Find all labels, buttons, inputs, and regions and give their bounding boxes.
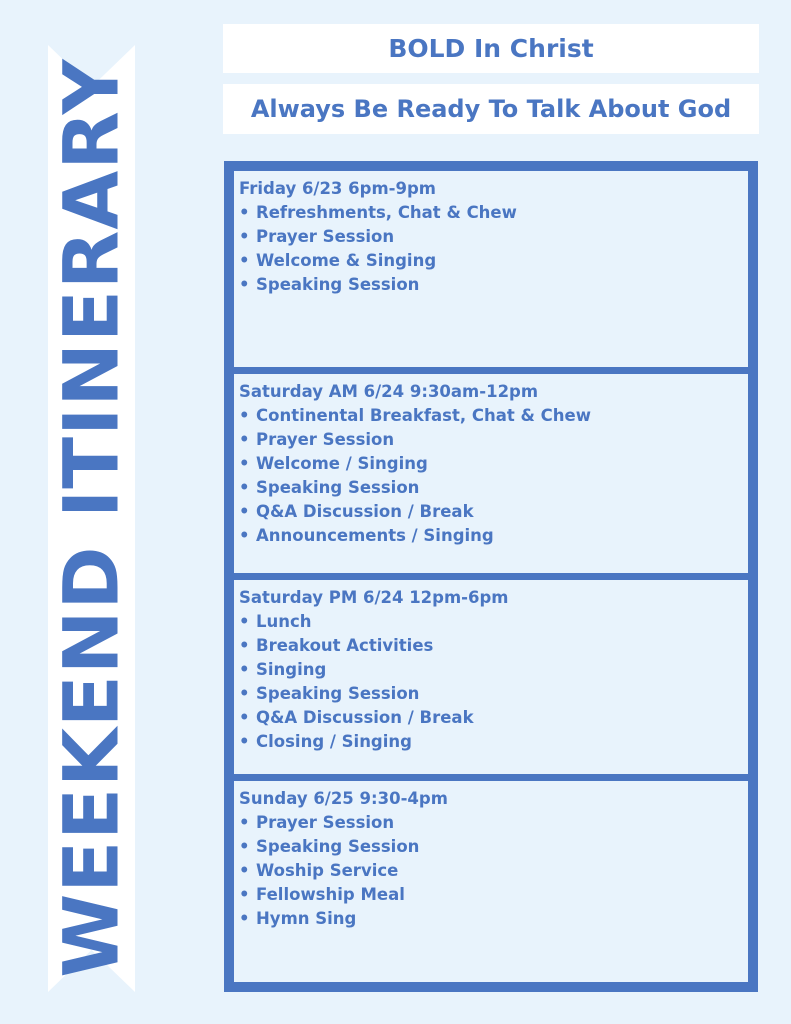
list-item (239, 835, 746, 859)
bullet-icon: • (239, 708, 250, 727)
section-heading: Saturday PM 6/24 12pm-6pm (239, 588, 509, 607)
bullet-icon: • (239, 909, 250, 928)
list-item (239, 524, 746, 548)
section-heading: Friday 6/23 6pm-9pm (239, 179, 436, 198)
bullet-icon: • (239, 502, 250, 521)
list-item-label: Speaking Session (256, 478, 420, 497)
itinerary-table (224, 161, 758, 992)
list-item (239, 201, 746, 225)
list-item (239, 658, 746, 682)
bullet-icon: • (239, 684, 250, 703)
section-heading: Saturday AM 6/24 9:30am-12pm (239, 382, 539, 401)
section-friday (234, 171, 748, 367)
bullet-icon: • (239, 612, 250, 631)
section-list (239, 404, 746, 548)
list-item (239, 730, 746, 754)
list-item (239, 273, 746, 297)
bullet-icon: • (239, 885, 250, 904)
bullet-icon: • (239, 526, 250, 545)
list-item-label: Fellowship Meal (256, 885, 405, 904)
list-item (239, 225, 746, 249)
list-item (239, 883, 746, 907)
bullet-icon: • (239, 478, 250, 497)
bullet-icon: • (239, 732, 250, 751)
list-item-label: Woship Service (256, 861, 399, 880)
bullet-icon: • (239, 636, 250, 655)
list-item (239, 610, 746, 634)
list-item (239, 682, 746, 706)
bullet-icon: • (239, 227, 250, 246)
list-item-label: Breakout Activities (256, 636, 434, 655)
section-list (239, 201, 746, 297)
list-item (239, 249, 746, 273)
list-item (239, 706, 746, 730)
list-item-label: Speaking Session (256, 684, 420, 703)
list-item-label: Singing (256, 660, 327, 679)
bullet-icon: • (239, 813, 250, 832)
section-list (239, 610, 746, 754)
list-item (239, 428, 746, 452)
banner-title: WEEKEND ITINERARY (46, 58, 136, 978)
section-saturday-pm (234, 580, 748, 774)
list-item (239, 500, 746, 524)
list-item-label: Refreshments, Chat & Chew (256, 203, 517, 222)
bullet-icon: • (239, 275, 250, 294)
list-item-label: Prayer Session (256, 430, 395, 449)
section-saturday-am (234, 374, 748, 573)
list-item-label: Speaking Session (256, 275, 420, 294)
list-item (239, 476, 746, 500)
list-item-label: Closing / Singing (256, 732, 412, 751)
list-item (239, 811, 746, 835)
list-item (239, 452, 746, 476)
page-title: BOLD In Christ (223, 24, 759, 73)
list-item (239, 859, 746, 883)
list-item-label: Hymn Sing (256, 909, 357, 928)
list-item-label: Q&A Discussion / Break (256, 708, 474, 727)
bullet-icon: • (239, 454, 250, 473)
list-item-label: Announcements / Singing (256, 526, 494, 545)
list-item-label: Prayer Session (256, 813, 395, 832)
bullet-icon: • (239, 660, 250, 679)
list-item-label: Welcome & Singing (256, 251, 437, 270)
bullet-icon: • (239, 430, 250, 449)
section-sunday (234, 781, 748, 982)
bullet-icon: • (239, 203, 250, 222)
list-item-label: Lunch (256, 612, 312, 631)
section-heading: Sunday 6/25 9:30-4pm (239, 789, 448, 808)
page-subtitle: Always Be Ready To Talk About God (223, 84, 759, 134)
list-item-label: Prayer Session (256, 227, 395, 246)
list-item-label: Welcome / Singing (256, 454, 428, 473)
list-item (239, 907, 746, 931)
list-item (239, 404, 746, 428)
bullet-icon: • (239, 861, 250, 880)
bullet-icon: • (239, 406, 250, 425)
bullet-icon: • (239, 251, 250, 270)
list-item (239, 634, 746, 658)
section-list (239, 811, 746, 931)
list-item-label: Speaking Session (256, 837, 420, 856)
bullet-icon: • (239, 837, 250, 856)
list-item-label: Continental Breakfast, Chat & Chew (256, 406, 591, 425)
list-item-label: Q&A Discussion / Break (256, 502, 474, 521)
